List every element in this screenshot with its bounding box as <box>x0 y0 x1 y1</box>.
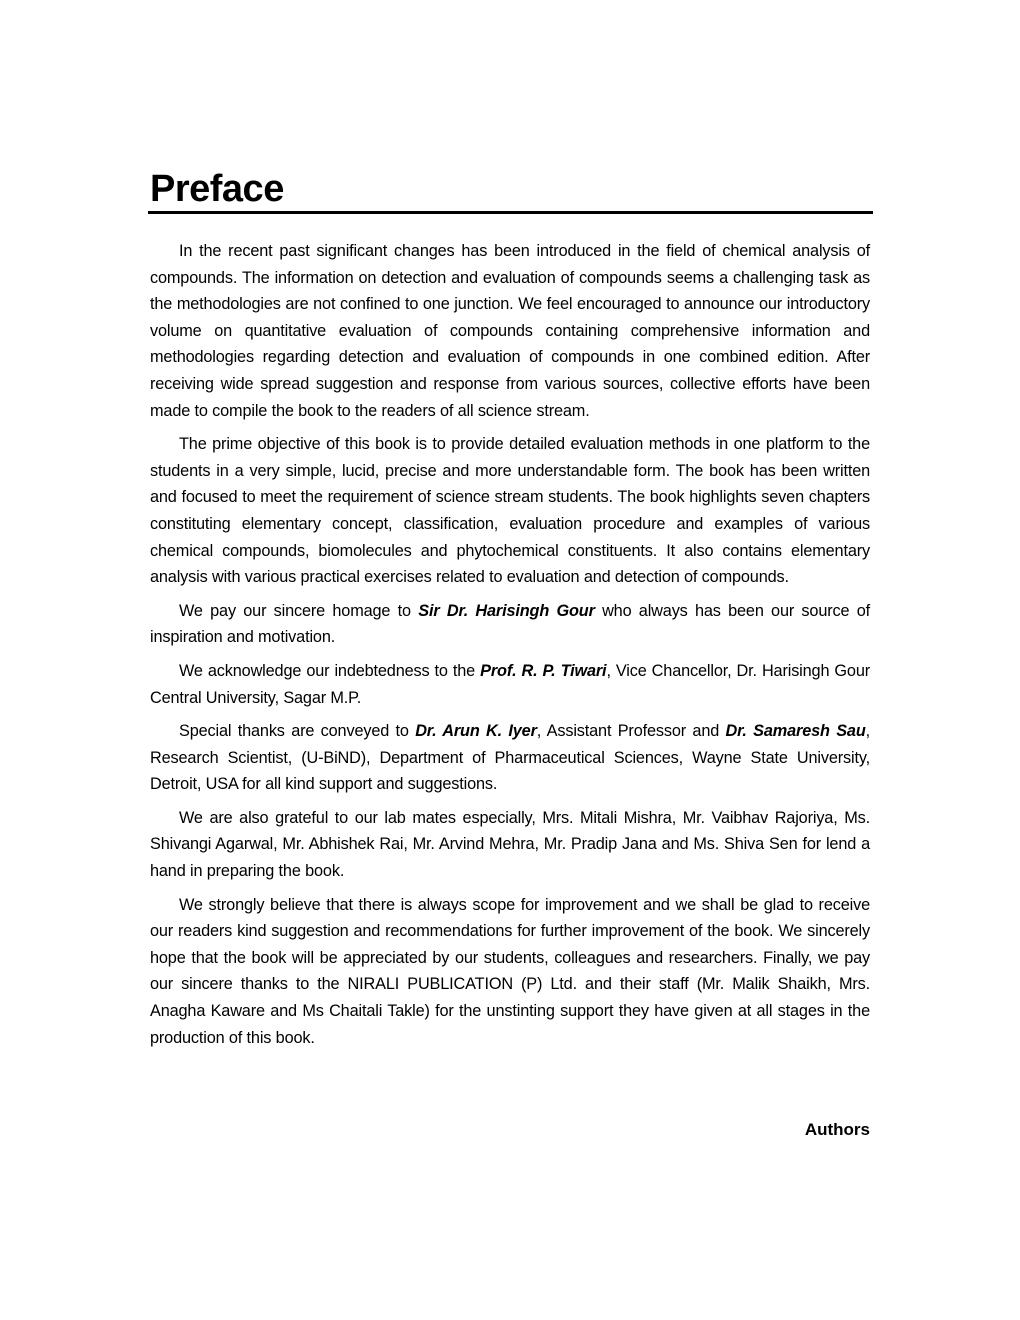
preface-body <box>150 238 870 1058</box>
paragraph-text: We acknowledge our indebtedness to the <box>179 661 481 680</box>
paragraph-text: In the recent past significant changes has been introduced in the field of chemical analysis of compounds. The information on detection and evaluation of compounds seems a challenging task as the methodologies are not confined to one junction. We feel encouraged to announce our introductory volume on quantitative evaluation of compounds containing comprehensive information and methodologies regarding detection and evaluation of compounds in one combined edition. After receiving wide spread suggestion and response from various sources, collective efforts have been made to compile the book to the readers of all science stream. <box>150 242 870 420</box>
paragraph-1 <box>150 238 870 424</box>
title-underline <box>148 211 873 214</box>
paragraph-6 <box>150 805 870 885</box>
paragraph-3 <box>150 598 870 651</box>
emphasized-name: Dr. Samaresh Sau <box>725 722 866 741</box>
paragraph-text: , Research Scientist, (U-BiND), Department of Pharmaceutical Sciences, Wayne State University, Detroit, USA for all kind support and suggestions. <box>150 722 870 794</box>
paragraph-text: Special thanks are conveyed to <box>179 722 416 741</box>
paragraph-text: We strongly believe that there is always scope for improvement and we shall be glad to receive our readers kind suggestion and recommendations for further improvement of the book. We sincerely hope that the book will be appreciated by our students, colleagues and researchers. Finally, we pay our sincere thanks to the NIRALI PUBLICATION (P) Ltd. and their staff (Mr. Malik Shaikh, Mrs. Anagha Kaware and Ms Chaitali Takle) for the unstinting support they have given at all stages in the production of this book. <box>150 895 870 1047</box>
paragraph-text: , Assistant Professor and <box>536 722 726 741</box>
paragraph-2 <box>150 431 870 591</box>
paragraph-4 <box>150 658 870 711</box>
paragraph-7 <box>150 892 870 1052</box>
emphasized-name: Sir Dr. Harisingh Gour <box>418 601 595 620</box>
emphasized-name: Dr. Arun K. Iyer <box>415 722 537 741</box>
signature: Authors <box>804 1120 870 1139</box>
paragraph-text: , Vice Chancellor, Dr. Harisingh Gour Central University, Sagar M.P. <box>150 661 871 707</box>
paragraph-text: We are also grateful to our lab mates especially, Mrs. Mitali Mishra, Mr. Vaibhav Rajoriya, Ms. Shivangi Agarwal, Mr. Abhishek Rai, Mr. Arvind Mehra, Mr. Pradip Jana and Ms. Shiva Sen for lend a hand in preparing the book. <box>150 808 870 881</box>
page-title: Preface <box>150 168 284 210</box>
paragraph-5 <box>150 718 870 798</box>
paragraph-text: We pay our sincere homage to <box>179 601 419 620</box>
emphasized-name: Prof. R. P. Tiwari <box>480 661 607 680</box>
paragraph-text: The prime objective of this book is to provide detailed evaluation methods in one platform to the students in a very simple, lucid, precise and more understandable form. The book has been written and focused to meet the requirement of science stream students. The book highlights seven chapters constituting elementary concept, classification, evaluation procedure and examples of various chemical compounds, biomolecules and phytochemical constituents. It also contains elementary analysis with various practical exercises related to evaluation and detection of compounds. <box>150 435 870 587</box>
paragraph-text: who always has been our source of inspiration and motivation. <box>150 601 870 647</box>
